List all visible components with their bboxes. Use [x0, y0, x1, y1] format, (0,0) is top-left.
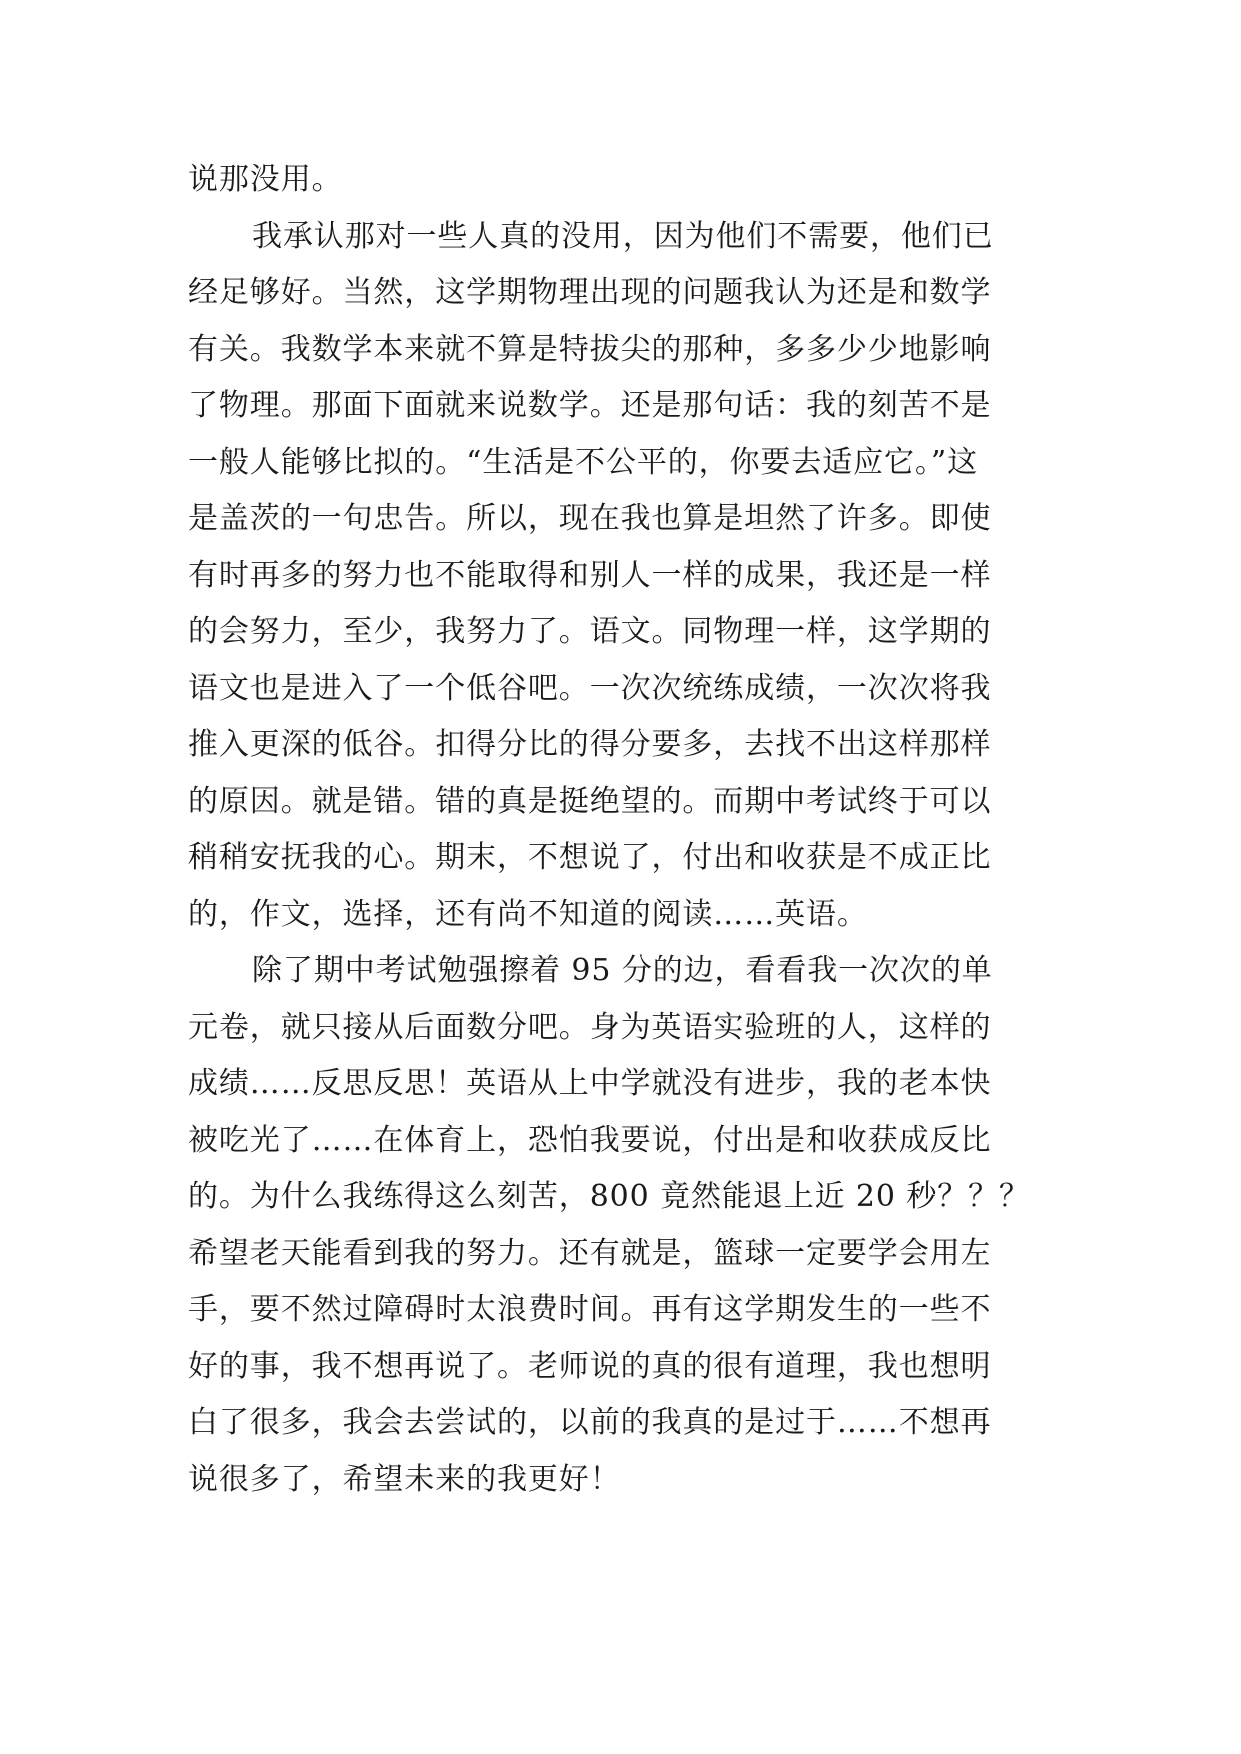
text-line: 语文也是进入了一个低谷吧。一次次统练成绩，一次次将我 [188, 670, 992, 706]
text-line: 被吃光了……在体育上，恐怕我要说，付出是和收获成反比 [188, 1122, 992, 1158]
text-line: 好的事，我不想再说了。老师说的真的很有道理，我也想明 [188, 1348, 992, 1384]
text-line: 稍稍安抚我的心。期末，不想说了，付出和收获是不成正比 [188, 840, 992, 875]
text-line: 的原因。就是错。错的真是挺绝望的。而期中考试终于可以 [188, 783, 992, 819]
text-line: 希望老天能看到我的努力。还有就是，篮球一定要学会用左 [188, 1235, 992, 1271]
text-line: 经足够好。当然，这学期物理出现的问题我认为还是和数学 [188, 275, 992, 310]
text-line: 推入更深的低谷。扣得分比的得分要多，去找不出这样那样 [188, 727, 992, 762]
text-line: 说很多了，希望未来的我更好！ [188, 1461, 621, 1497]
text-line: 除了期中考试勉强擦着 95 分的边，看看我一次次的单 [252, 953, 993, 988]
text-line: 有时再多的努力也不能取得和别人一样的成果，我还是一样 [188, 557, 992, 593]
text-line: 的会努力，至少，我努力了。语文。同物理一样，这学期的 [188, 614, 992, 649]
text-line: 白了很多，我会去尝试的，以前的我真的是过于……不想再 [188, 1405, 992, 1440]
text-line: 元卷，就只接从后面数分吧。身为英语实验班的人，这样的 [188, 1009, 992, 1045]
document-body [188, 152, 1068, 1508]
text-line: 了物理。那面下面就来说数学。还是那句话：我的刻苦不是 [188, 388, 992, 423]
text-line: 一般人能够比拟的。“生活是不公平的，你要去适应它。”这 [188, 444, 978, 480]
text-line: 有关。我数学本来就不算是特拔尖的那种，多多少少地影响 [188, 331, 992, 367]
text-line: 的，作文，选择，还有尚不知道的阅读……英语。 [188, 896, 868, 932]
text-line: 的。为什么我练得这么刻苦，800 竟然能退上近 20 秒？？？ [188, 1179, 1030, 1214]
text-line: 成绩……反思反思！英语从上中学就没有进步，我的老本快 [188, 1066, 992, 1101]
text-line: 是盖茨的一句忠告。所以，现在我也算是坦然了许多。即使 [188, 501, 992, 536]
text-line: 我承认那对一些人真的没用，因为他们不需要，他们已 [252, 218, 994, 254]
text-line: 手，要不然过障碍时太浪费时间。再有这学期发生的一些不 [188, 1292, 992, 1327]
text-line: 说那没用。 [188, 162, 343, 197]
